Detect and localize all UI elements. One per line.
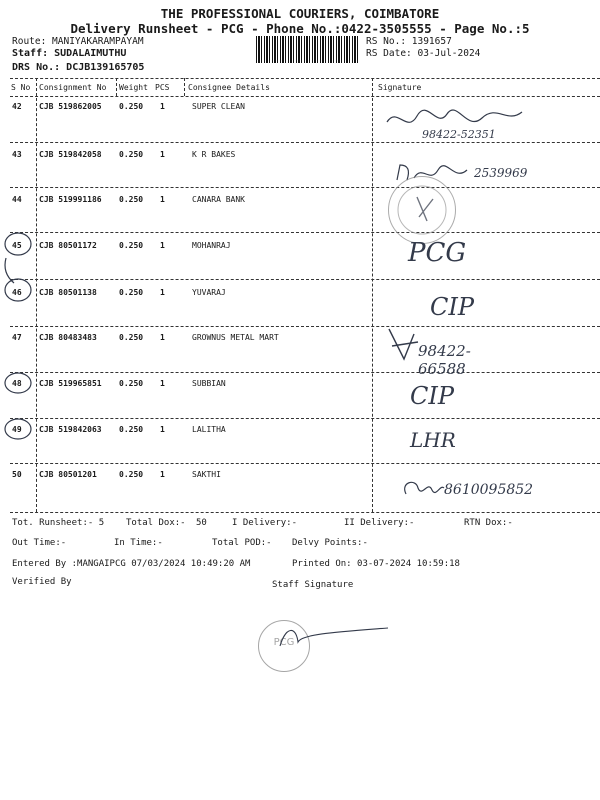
row-divider bbox=[10, 463, 600, 464]
row-weight: 0.250 bbox=[119, 379, 144, 388]
row-consignee: SAKTHI bbox=[192, 470, 221, 479]
stamp-text: PCG bbox=[273, 637, 295, 648]
row-weight: 0.250 bbox=[119, 470, 144, 479]
barcode bbox=[256, 36, 358, 63]
row-divider bbox=[10, 187, 600, 188]
row-divider bbox=[10, 372, 600, 373]
signature-row-49: LHR bbox=[410, 428, 456, 452]
row-consignee: CANARA BANK bbox=[192, 195, 245, 204]
total-dox-label: Total Dox:- bbox=[126, 518, 186, 528]
row-sno: 45 bbox=[12, 241, 22, 250]
col-divider-pcs bbox=[184, 78, 185, 96]
pcg-stamp bbox=[388, 176, 456, 244]
row-consignment: CJB 519842058 bbox=[39, 150, 102, 159]
rs-number: RS No.: 1391657 bbox=[366, 36, 452, 47]
row-sno: 47 bbox=[12, 333, 22, 342]
col-header-pcs: PCS bbox=[155, 83, 170, 92]
i-delivery-label: I Delivery:- bbox=[232, 518, 298, 528]
row-consignee: SUPER CLEAN bbox=[192, 102, 245, 111]
signature-row-47 bbox=[384, 324, 471, 378]
table-bottom-rule bbox=[10, 512, 600, 513]
signature-row-48: CIP bbox=[410, 382, 454, 410]
row-divider bbox=[10, 418, 600, 419]
row-consignment: CJB 519862005 bbox=[39, 102, 102, 111]
col-divider-consignment bbox=[116, 78, 117, 96]
total-pod-label: Total POD:- bbox=[212, 538, 272, 548]
col-divider-signature bbox=[372, 78, 373, 512]
col-header-sno: S No bbox=[11, 83, 31, 92]
col-header-signature: Signature bbox=[378, 83, 422, 92]
header-bottom-rule bbox=[10, 96, 600, 97]
row-divider bbox=[10, 279, 600, 280]
signature-row-50 bbox=[398, 474, 534, 508]
tot-runsheet: Tot. Runsheet:- 5 bbox=[12, 518, 105, 528]
row-consignment: CJB 80501201 bbox=[39, 470, 97, 479]
route-label: Route: MANIYAKARAMPAYAM bbox=[12, 36, 144, 47]
staff-signature-stroke bbox=[276, 622, 396, 652]
row-consignee: MOHANRAJ bbox=[192, 241, 231, 250]
handwritten-circles bbox=[0, 228, 40, 528]
signature-row-46: CIP bbox=[430, 293, 474, 321]
row-consignment: CJB 519965851 bbox=[39, 379, 102, 388]
signature-text: 98422-52351 bbox=[422, 128, 496, 141]
row-sno: 43 bbox=[12, 150, 22, 159]
signature-text: 98422-66588 bbox=[418, 342, 471, 378]
row-divider bbox=[10, 232, 600, 233]
row-pcs: 1 bbox=[160, 150, 165, 159]
entered-by: Entered By :MANGAIPCG 07/03/2024 10:49:20 AM bbox=[12, 559, 251, 569]
row-consignee: LALITHA bbox=[192, 425, 226, 434]
row-consignee: YUVARAJ bbox=[192, 288, 226, 297]
delvy-points-label: Delvy Points:- bbox=[292, 538, 368, 548]
row-consignee: GROWNUS METAL MART bbox=[192, 333, 279, 342]
total-dox-value: 50 bbox=[196, 518, 207, 528]
row-weight: 0.250 bbox=[119, 150, 144, 159]
stamp-mark bbox=[389, 177, 455, 243]
drs-number: DRS No.: DCJB139165705 bbox=[12, 62, 145, 73]
signature-text: 8610095852 bbox=[444, 482, 534, 498]
row-weight: 0.250 bbox=[119, 102, 144, 111]
company-title: THE PROFESSIONAL COURIERS, COIMBATORE bbox=[160, 6, 440, 21]
row-consignment: CJB 80483483 bbox=[39, 333, 97, 342]
signature-row-42 bbox=[382, 104, 542, 148]
row-pcs: 1 bbox=[160, 102, 165, 111]
col-header-consignment: Consignment No bbox=[39, 83, 107, 92]
row-weight: 0.250 bbox=[119, 425, 144, 434]
row-sno: 48 bbox=[12, 379, 22, 388]
row-sno: 46 bbox=[12, 288, 22, 297]
staff-signature-label: Staff Signature bbox=[272, 580, 354, 590]
table-top-rule bbox=[10, 78, 600, 79]
row-weight: 0.250 bbox=[119, 195, 144, 204]
row-pcs: 1 bbox=[160, 379, 165, 388]
row-divider bbox=[10, 326, 600, 327]
row-pcs: 1 bbox=[160, 425, 165, 434]
row-consignment: CJB 80501172 bbox=[39, 241, 97, 250]
staff-label: Staff: SUDALAIMUTHU bbox=[12, 48, 127, 59]
row-sno: 49 bbox=[12, 425, 22, 434]
row-pcs: 1 bbox=[160, 470, 165, 479]
row-pcs: 1 bbox=[160, 241, 165, 250]
row-weight: 0.250 bbox=[119, 288, 144, 297]
verified-by-label: Verified By bbox=[12, 577, 72, 587]
row-pcs: 1 bbox=[160, 195, 165, 204]
col-header-weight: Weight bbox=[119, 83, 148, 92]
row-pcs: 1 bbox=[160, 288, 165, 297]
row-consignee: K R BAKES bbox=[192, 150, 236, 159]
row-consignee: SUBBIAN bbox=[192, 379, 226, 388]
signature-row-45: PCG bbox=[408, 238, 467, 268]
row-sno: 42 bbox=[12, 102, 22, 111]
out-time-label: Out Time:- bbox=[12, 538, 67, 548]
col-header-consignee: Consignee Details bbox=[188, 83, 270, 92]
row-consignment: CJB 80501138 bbox=[39, 288, 97, 297]
ii-delivery-label: II Delivery:- bbox=[344, 518, 415, 528]
signature-text: 2539969 bbox=[474, 166, 528, 180]
signature-scribble bbox=[398, 474, 448, 504]
in-time-label: In Time:- bbox=[114, 538, 163, 548]
row-sno: 44 bbox=[12, 195, 22, 204]
row-sno: 50 bbox=[12, 470, 22, 479]
row-pcs: 1 bbox=[160, 333, 165, 342]
printed-on: Printed On: 03-07-2024 10:59:18 bbox=[292, 559, 460, 569]
row-consignment: CJB 519991186 bbox=[39, 195, 102, 204]
row-consignment: CJB 519842063 bbox=[39, 425, 102, 434]
row-weight: 0.250 bbox=[119, 241, 144, 250]
rs-date: RS Date: 03-Jul-2024 bbox=[366, 48, 481, 59]
row-weight: 0.250 bbox=[119, 333, 144, 342]
rtn-dox-label: RTN Dox:- bbox=[464, 518, 513, 528]
runsheet-subtitle: Delivery Runsheet - PCG - Phone No.:0422-3505555 - Page No.:5 bbox=[70, 21, 530, 36]
